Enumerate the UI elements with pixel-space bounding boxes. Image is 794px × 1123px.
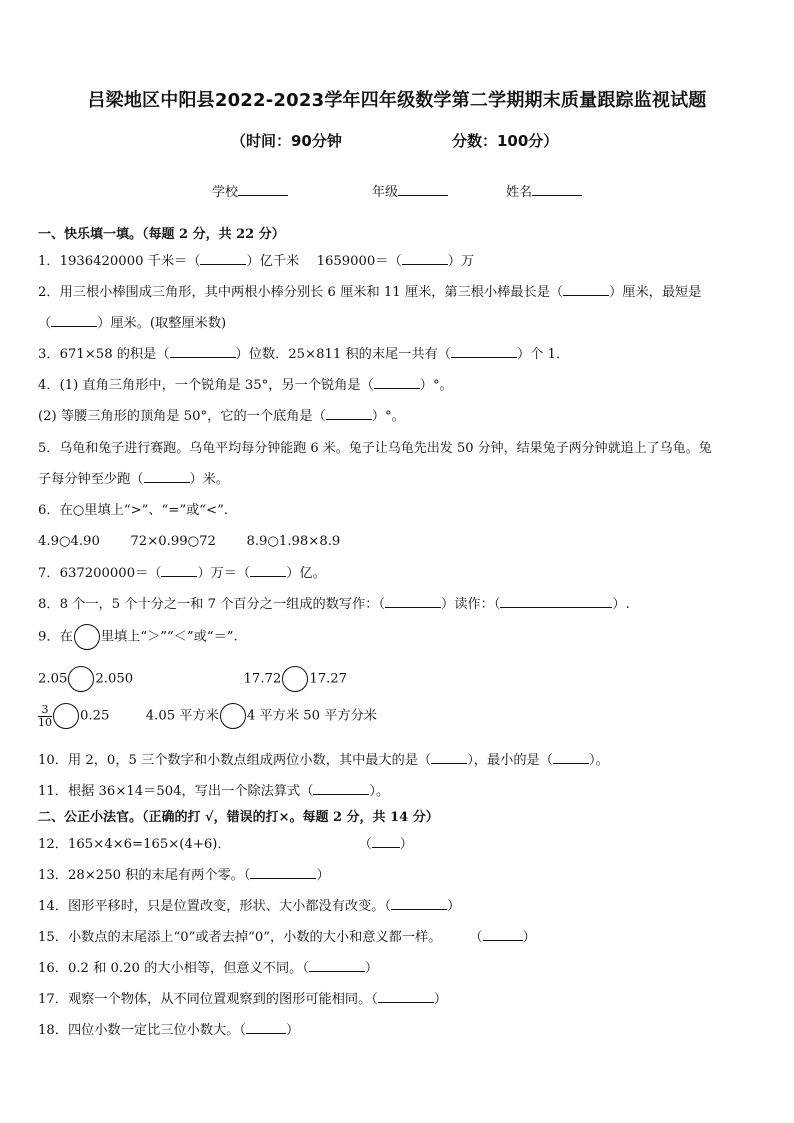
school-field[interactable] [212, 181, 288, 200]
compare-circle[interactable] [74, 624, 100, 650]
exam-score: 分数：100分） [452, 132, 559, 150]
question-5-cont: 子每分钟至少跑（ ）米。 [38, 468, 229, 487]
question-11: 11．根据 36×14＝504，写出一个除法算式（ ）。 [38, 780, 389, 799]
grade-field[interactable] [372, 181, 448, 200]
question-1: 1．1936420000 千米＝（ ）亿千米 1659000＝（ ）万 [38, 250, 474, 269]
question-6: 6．在○里填上“>”、“=”或“<”. [38, 503, 229, 518]
question-12: 12．165×4×6=165×(4+6)． （ ） [38, 833, 413, 852]
question-2-cont: （ ）厘米。(取整厘米数) [38, 312, 226, 331]
question-3: 3．671×58 的积是（ ）位数．25×811 积的末尾一共有（ ）个 1． [38, 343, 569, 362]
exam-time: （时间：90分钟 [231, 132, 342, 150]
question-16: 16．0.2 和 0.20 的大小相等，但意义不同。（ ） [38, 957, 378, 976]
grade-label: 年级 [372, 185, 399, 200]
question-15: 15．小数点的末尾添上“0”或者去掉“0”，小数的大小和意义都一样。 （ ） [38, 926, 536, 945]
question-9: 9．在 里填上“＞”“＜”或“＝”. [38, 624, 238, 650]
question-2: 2．用三根小棒围成三角形，其中两根小棒分别长 6 厘米和 11 厘米，第三根小棒最长是（ ）厘米，最短是 [38, 281, 701, 300]
compare-circle[interactable] [53, 703, 79, 729]
question-13: 13．28×250 积的末尾有两个零。（ ） [38, 864, 330, 883]
name-field[interactable] [506, 181, 582, 200]
school-label: 学校 [212, 185, 239, 200]
question-18: 18．四位小数一定比三位小数大。（ ） [38, 1019, 299, 1038]
question-8: 8．8 个一，5 个十分之一和 7 个百分之一组成的数写作：（ ）读作：（ ）. [38, 593, 630, 612]
question-5: 5．乌龟和兔子进行赛跑。乌龟平均每分钟能跑 6 米。兔子让乌龟先出发 50 分钟，结果兔子两分钟就追上了乌龟。兔 [38, 441, 712, 456]
question-9-row2: $\frac{3}{10}$ 0.25 4.05 平方米 4 平方米 50 平方分米 [38, 702, 377, 729]
question-4-2: (2) 等腰三角形的顶角是 50°，它的一个底角是（ ）°。 [38, 405, 405, 424]
compare-circle[interactable] [220, 703, 246, 729]
name-label: 姓名 [506, 185, 533, 200]
compare-circle[interactable] [68, 666, 94, 692]
fraction: $\frac{3}{10}$ [38, 702, 52, 729]
compare-circle[interactable] [282, 666, 308, 692]
section-2-heading: 二、公正小法官。（正确的打 √，错误的打×。每题 2 分，共 14 分） [38, 810, 439, 825]
question-9-row1: 2.05 2.050 17.72 17.27 [38, 666, 347, 692]
question-14: 14．图形平移时，只是位置改变，形状、大小都没有改变。（ ） [38, 895, 460, 914]
question-6-items: 4.9○4.90 72×0.99○72 8.9○1.98×8.9 [38, 534, 341, 549]
question-17: 17．观察一个物体，从不同位置观察到的图形可能相同。（ ） [38, 988, 447, 1007]
question-4-1: 4．(1) 直角三角形中，一个锐角是 35°，另一个锐角是（ ）°。 [38, 374, 453, 393]
question-10: 10．用 2，0，5 三个数字和小数点组成两位小数，其中最大的是（ ），最小的是（ ）。 [38, 749, 609, 768]
section-1-heading: 一、快乐填一填。（每题 2 分，共 22 分） [38, 227, 285, 242]
question-7: 7．637200000＝（ ）万＝（ ）亿。 [38, 562, 326, 581]
page-title: 吕梁地区中阳县2022-2023学年四年级数学第二学期期末质量跟踪监视试题 [87, 90, 707, 111]
